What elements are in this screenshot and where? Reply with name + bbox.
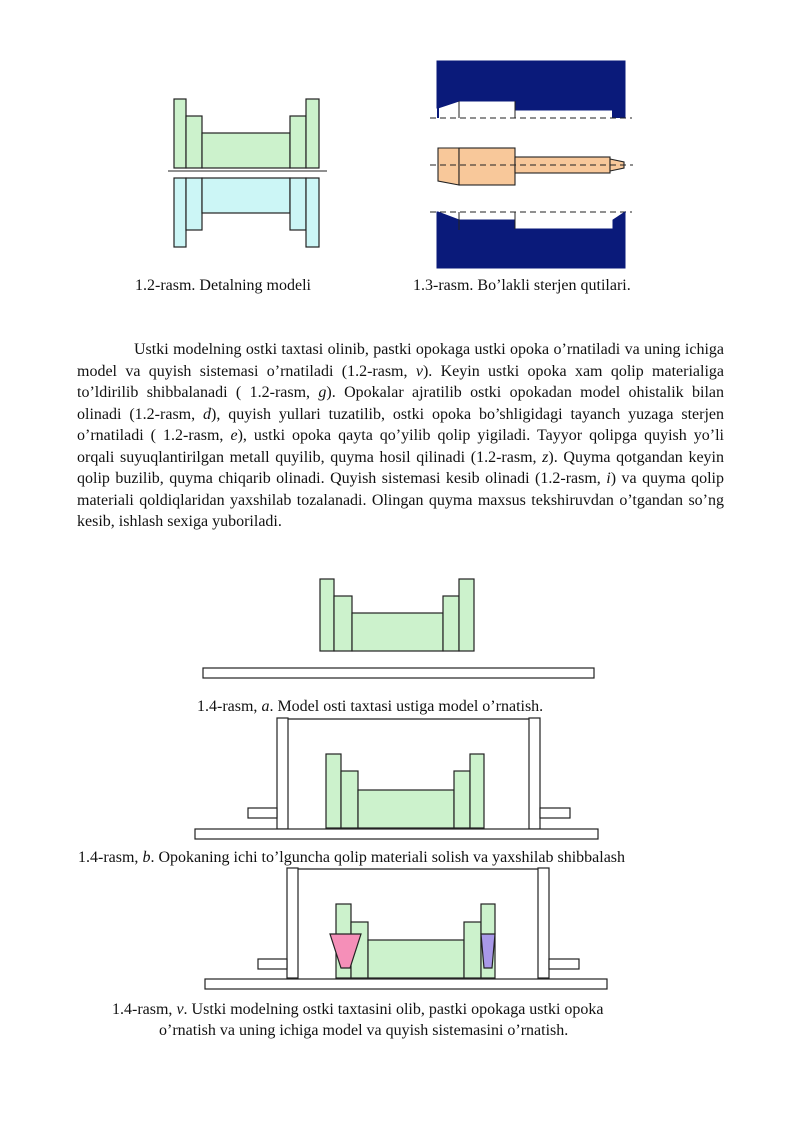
paragraph-ref-z: z [542,448,549,466]
paragraph-text-7: ) va quyma qolip materiali qoldiqlaridan yaxshilab tozalanadi. Olingan quyma maxsus tekshiruvdan o’tgandan so’ng kesib, ishlash sexiga yuboriladi. [77,470,725,530]
figure-1-4b-caption: 1.4-rasm, b. Opokaning ichi to’lguncha qolip materiali solish va yaxshilab shibbalash [78,849,626,866]
figure-1-3-core-box-drawing [425,56,635,272]
paragraph-text-1: Ustki modelning ostki taxtasi olinib, pastki opokaga ustki opoka o’rnatiladi va uning ichiga model va quyish sistemasi o’rnatiladi (1.2-rasm, [77,341,724,380]
figure-1-2-model-drawing [165,92,335,252]
paragraph-text-2: ). Keyin ustki opoka xam qolip materialiga to’ldirilib shibbalanadi ( 1.2-rasm, [77,362,725,401]
paragraph-ref-d: d [203,405,212,423]
paragraph-text-5: ), ustki opoka qayta qo’yilib qolip yigiladi. Tayyor qolipga quyish yo’li orqali suyuqlantirilgan metall quyilib, quyma hosil qilinadi (1.2-rasm, [77,427,725,466]
figure-1-4b-drawing [190,716,606,844]
figure-1-4v-drawing [200,866,612,996]
riser [481,934,495,968]
paragraph-ref-v: v [415,362,423,380]
paragraph-ref-i: i [606,470,611,487]
figure-1-4a-drawing [198,572,600,684]
paragraph-ref-g: g [318,384,327,401]
figure-1-4a-caption: 1.4-rasm, a. Model osti taxtasi ustiga model o’rnatish. [197,698,544,715]
body-paragraph [77,339,724,533]
paragraph-ref-e: e [230,427,238,444]
figure-1-4v-caption: 1.4-rasm, v. Ustki modelning ostki taxtasini olib, pastki opokaga ustki opoka [112,1001,604,1018]
paragraph-text-4: ), quyish yullari tuzatilib, ostki opoka bo’shligidagi tayanch yuzaga sterjen o’rnatiladi ( 1.2-rasm, [77,405,725,444]
paragraph-text-3: ). Opokalar ajratilib ostki opokadan model ohistalik bilan olinadi (1.2-rasm, [77,384,725,423]
figure-1-3-caption: 1.3-rasm. Bo’lakli sterjen qutilari. [413,277,631,294]
paragraph-text-6: ). Quyma qotgandan keyin qolip buzilib, quyma chiqarib olinadi. Quyish sistemasi kesib olinadi (1.2-rasm, [77,448,724,487]
figure-1-2-caption: 1.2-rasm. Detalning modeli [135,277,311,294]
figure-1-4v-caption-line2: o’rnatish va uning ichiga model va quyish sistemasini o’rnatish. [159,1022,569,1039]
